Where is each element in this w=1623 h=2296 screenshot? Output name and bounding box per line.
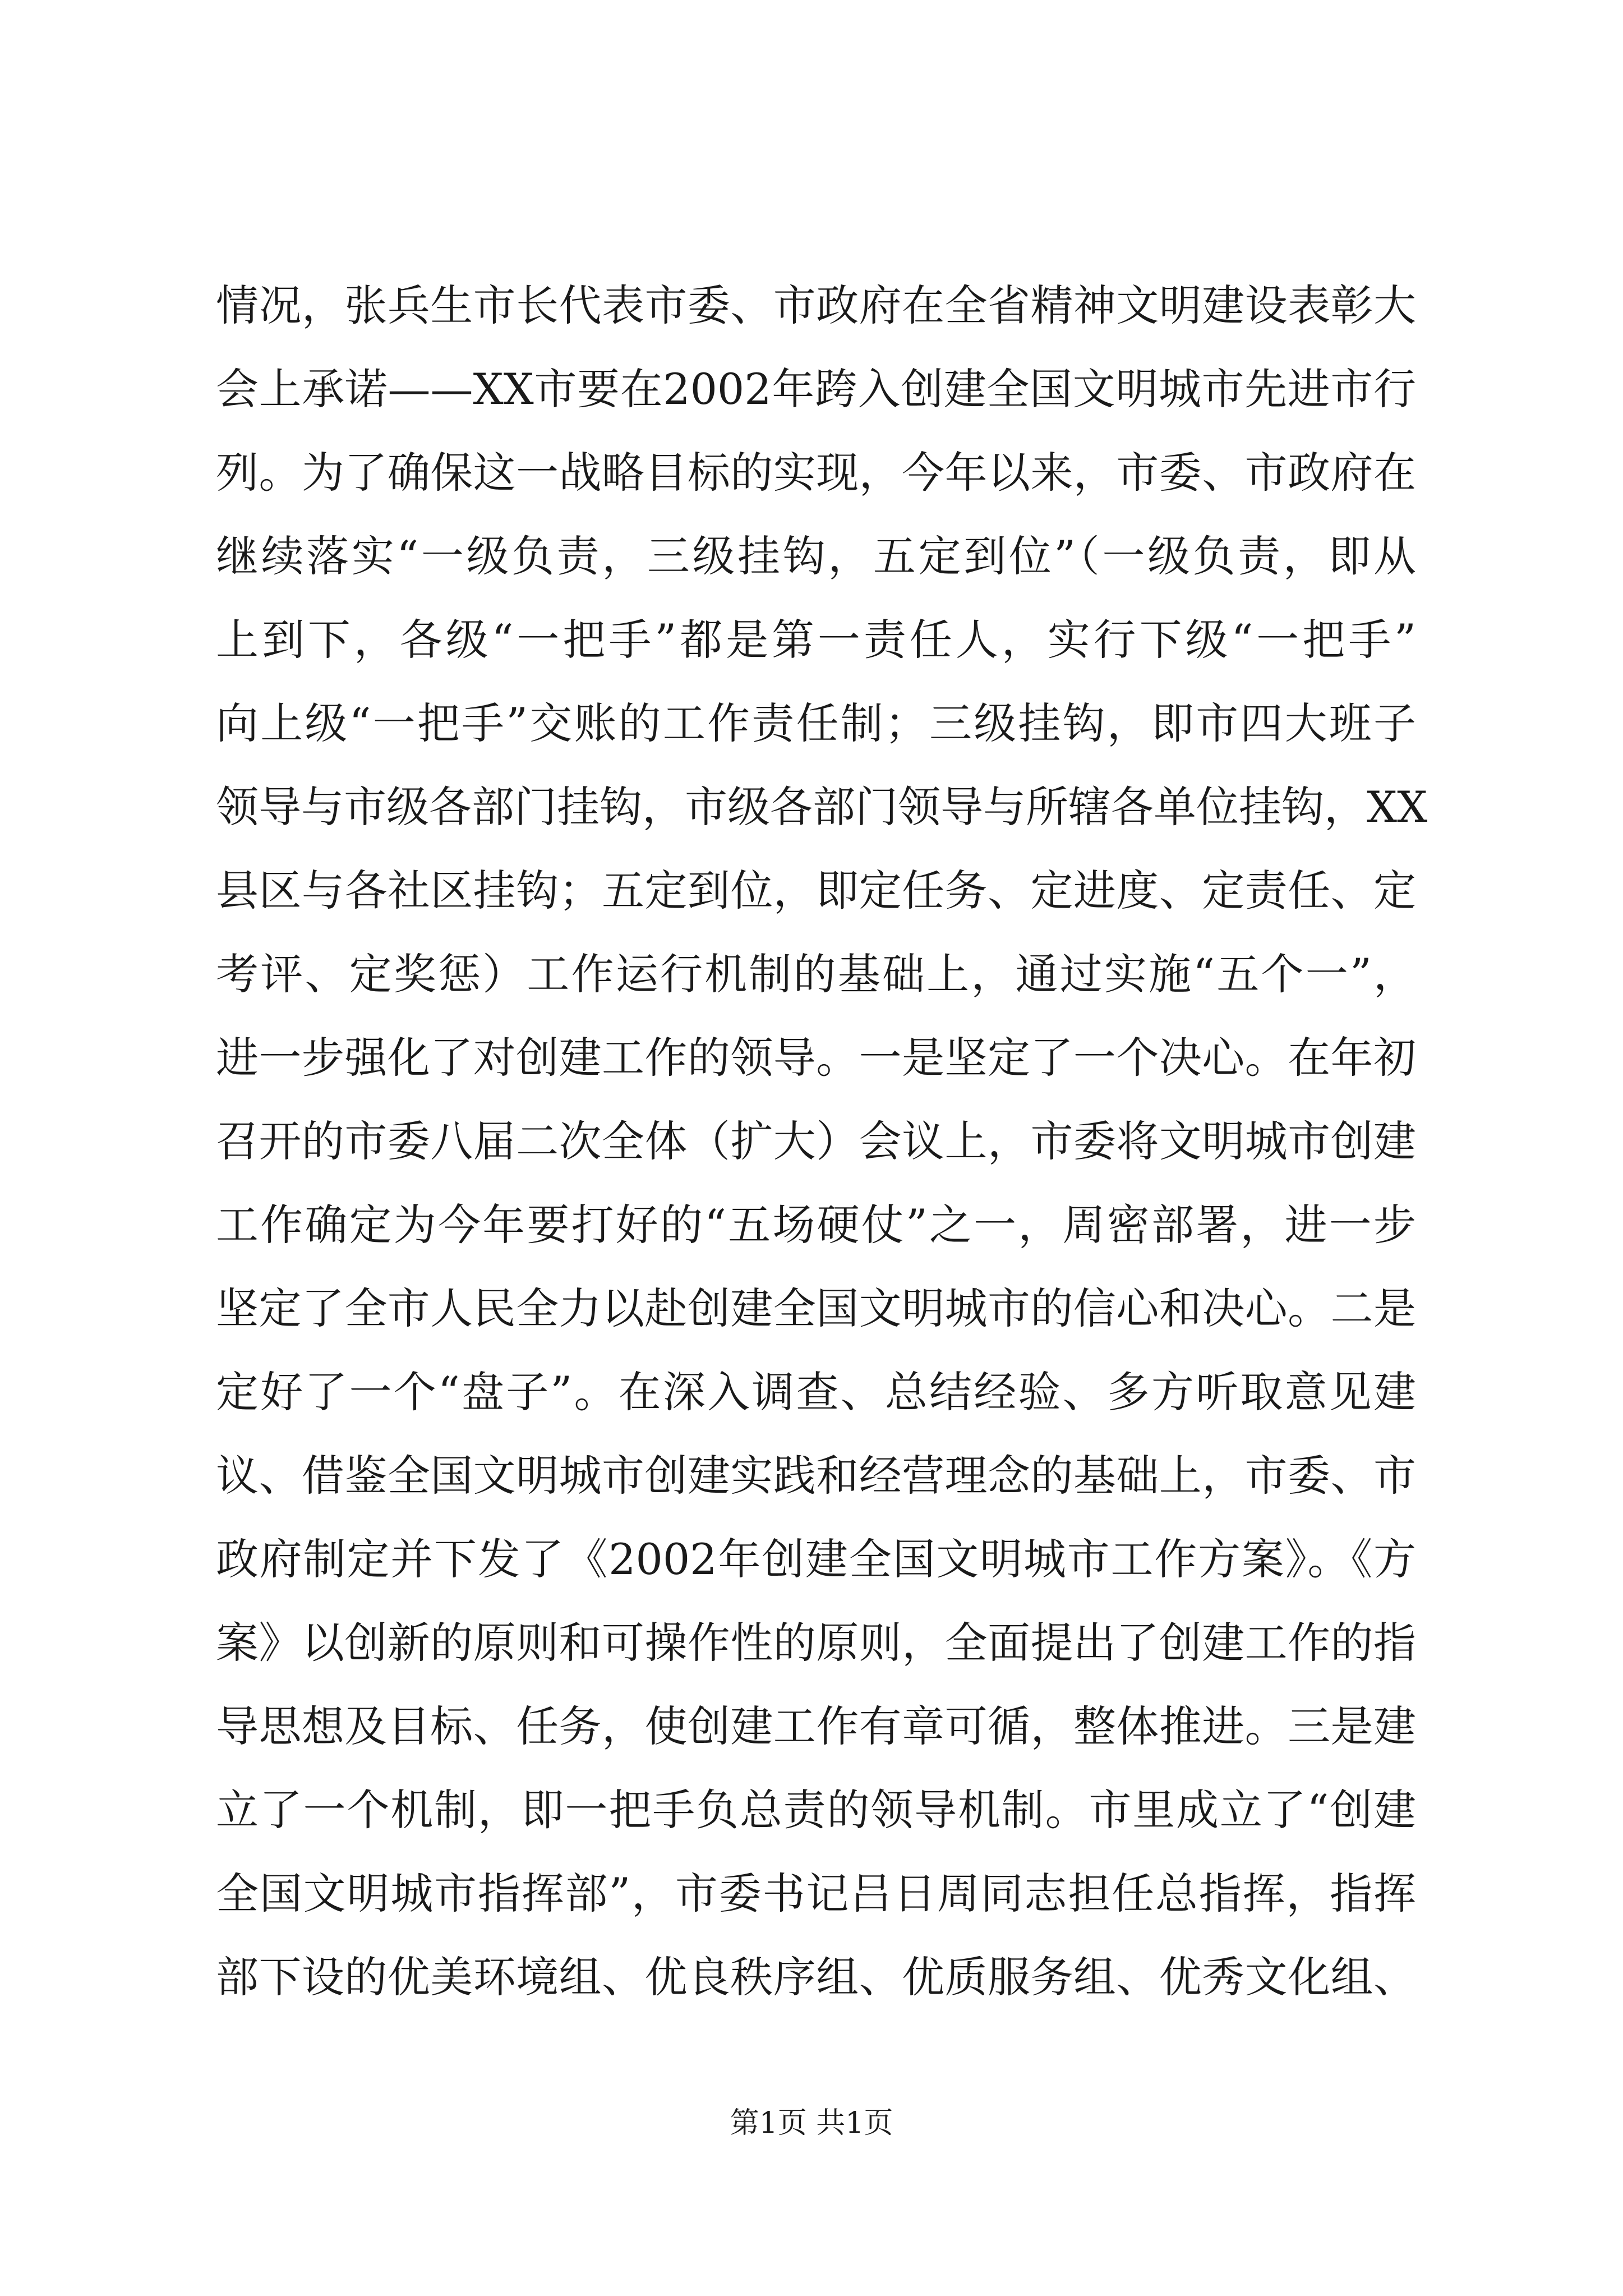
text-line: 进一步强化了对创建工作的领导。一是坚定了一个决心。在年初 [216, 1033, 1416, 1083]
body-text [216, 264, 1428, 2019]
text-line: 继续落实“一级负责，三级挂钩，五定到位”（一级负责，即从 [216, 531, 1416, 581]
text-line: 工作确定为今年要打好的“五场硬仗”之一，周密部署，进一步 [216, 1200, 1416, 1250]
text-line: 情况，张兵生市长代表市委、市政府在全省精神文明建设表彰大 [216, 280, 1416, 330]
page-footer [0, 2104, 1623, 2143]
text-line: 全国文明城市指挥部”，市委书记吕日周同志担任总指挥，指挥 [216, 1869, 1416, 1918]
text-line: 列。为了确保这一战略目标的实现，今年以来，市委、市政府在 [216, 448, 1416, 498]
text-line: 召开的市委八届二次全体（扩大）会议上，市委将文明城市创建 [216, 1116, 1416, 1166]
text-line: 案》以创新的原则和可操作性的原则，全面提出了创建工作的指 [216, 1618, 1416, 1668]
text-line: 导思想及目标、任务，使创建工作有章可循，整体推进。三是建 [216, 1701, 1416, 1751]
text-line: 定好了一个“盘子”。在深入调查、总结经验、多方听取意见建 [216, 1367, 1416, 1417]
text-line: 政府制定并下发了《2002年创建全国文明城市工作方案》。《方 [216, 1534, 1416, 1584]
page-number: 第1页 共1页 [730, 2106, 893, 2140]
text-line: 坚定了全市人民全力以赴创建全国文明城市的信心和决心。二是 [216, 1283, 1416, 1333]
text-line: 向上级“一把手”交账的工作责任制；三级挂钩，即市四大班子 [216, 698, 1416, 748]
text-line: 领导与市级各部门挂钩，市级各部门领导与所辖各单位挂钩，XX [216, 782, 1428, 832]
text-line: 立了一个机制，即一把手负总责的领导机制。市里成立了“创建 [216, 1785, 1416, 1835]
text-line: 上到下，各级“一把手”都是第一责任人，实行下级“一把手” [216, 615, 1416, 665]
text-line: 考评、定奖惩）工作运行机制的基础上，通过实施“五个一”， [216, 949, 1416, 999]
text-line: 部下设的优美环境组、优良秩序组、优质服务组、优秀文化组、 [216, 1952, 1416, 2002]
text-line: 议、借鉴全国文明城市创建实践和经营理念的基础上，市委、市 [216, 1451, 1416, 1501]
text-line: 会上承诺——XX市要在2002年跨入创建全国文明城市先进市行 [216, 364, 1416, 414]
text-line: 县区与各社区挂钩；五定到位，即定任务、定进度、定责任、定 [216, 866, 1416, 915]
